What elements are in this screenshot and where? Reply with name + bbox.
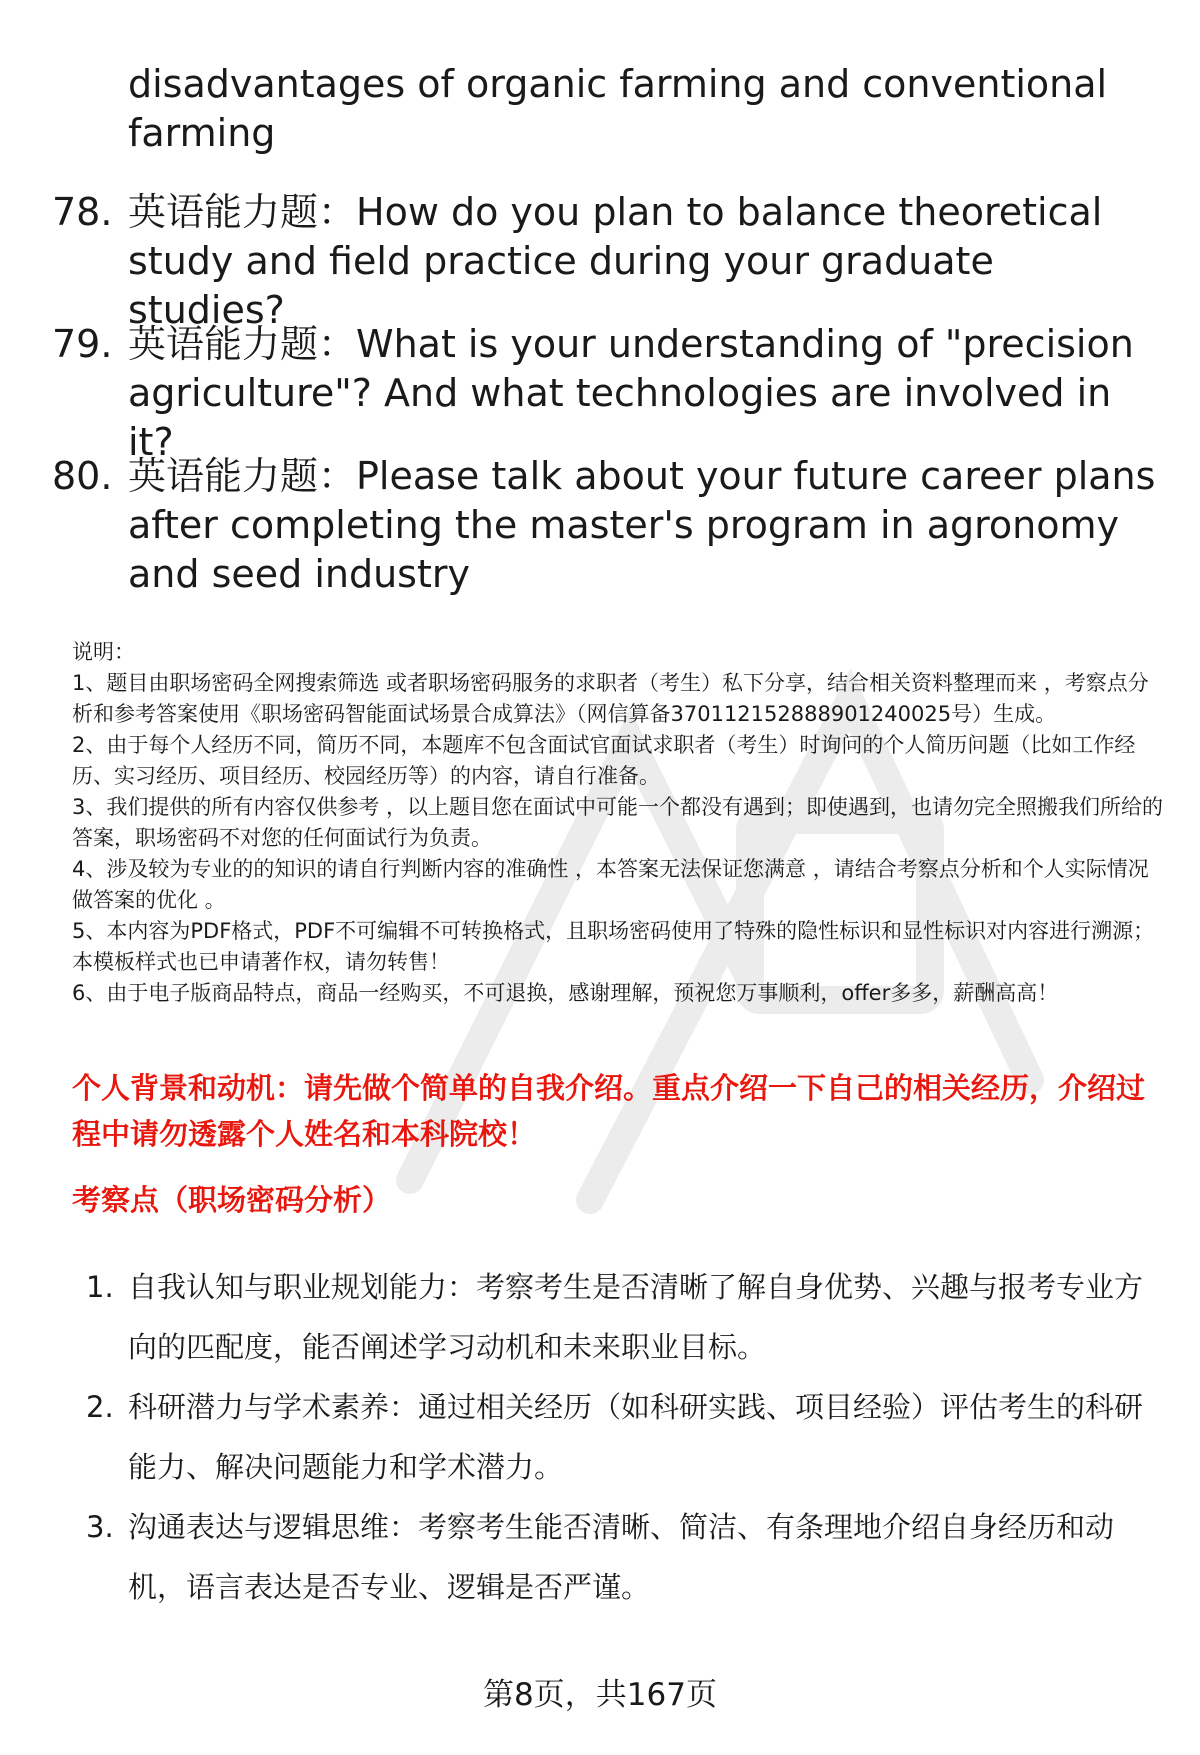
- question-text: 英语能力题：How do you plan to balance theoretical study and field practice during your graduate studies?: [128, 190, 1103, 332]
- analysis-item: [0, 1377, 1200, 1497]
- question-number: 78.: [52, 190, 113, 234]
- analysis-text: 科研潜力与学术素养：通过相关经历（如科研实践、项目经验）评估考生的科研能力、解决问题能力和学术潜力。: [128, 1390, 1144, 1484]
- question-number: 80.: [52, 454, 113, 498]
- question-text: 英语能力题：Please talk about your future career plans after completing the master's program in agronomy and seed industry: [128, 454, 1156, 596]
- note-item: 2、由于每个人经历不同，简历不同，本题库不包含面试官面试求职者（考生）时询问的个人简历问题（比如工作经历、实习经历、项目经历、校园经历等）的内容，请自行准备。: [72, 733, 1136, 788]
- question-text: 英语能力题：What is your understanding of "precision agriculture"? And what technologies are involved in it?: [128, 322, 1134, 464]
- analysis-list: [0, 1257, 1200, 1617]
- previous-question-continuation: disadvantages of organic farming and conventional farming: [128, 62, 1108, 155]
- analysis-item: [0, 1257, 1200, 1377]
- analysis-number: 3.: [86, 1510, 114, 1544]
- analysis-text: 沟通表达与逻辑思维：考察考生能否清晰、简洁、有条理地介绍自身经历和动机，语言表达是否专业、逻辑是否严谨。: [128, 1510, 1115, 1604]
- note-item: 5、本内容为PDF格式，PDF不可编辑不可转换格式，且职场密码使用了特殊的隐性标识和显性标识对内容进行溯源；本模板样式也已申请著作权，请勿转售！: [72, 919, 1155, 974]
- analysis-text: 自我认知与职业规划能力：考察考生是否清晰了解自身优势、兴趣与报考专业方向的匹配度，能否阐述学习动机和未来职业目标。: [128, 1270, 1144, 1364]
- page-number-footer: 第8页，共167页: [483, 1677, 717, 1713]
- note-item: 1、题目由职场密码全网搜索筛选 或者职场密码服务的求职者（考生）私下分享，结合相关资料整理而来 ，考察点分析和参考答案使用《职场密码智能面试场景合成算法》（网信算备370112152888901240025号）生成。: [72, 671, 1149, 726]
- note-item: 4、涉及较为专业的的知识的请自行判断内容的准确性 ，本答案无法保证您满意 ，请结合考察点分析和个人实际情况做答案的优化 。: [72, 857, 1149, 912]
- interview-question-heading: 个人背景和动机：请先做个简单的自我介绍。重点介绍一下自己的相关经历，介绍过程中请勿透露个人姓名和本科院校！: [72, 1071, 1146, 1151]
- disclaimer-notes: [72, 637, 1164, 1009]
- notes-heading: 说明：: [72, 640, 135, 664]
- analysis-heading: 考察点（职场密码分析）: [72, 1183, 392, 1217]
- question-item: [0, 320, 1200, 464]
- question-item: [0, 452, 1200, 632]
- analysis-item: [0, 1497, 1200, 1617]
- note-item: 3、我们提供的所有内容仅供参考 ，以上题目您在面试中可能一个都没有遇到；即使遇到，也请勿完全照搬我们所给的答案，职场密码不对您的任何面试行为负责。: [72, 795, 1164, 850]
- analysis-number: 2.: [86, 1390, 114, 1424]
- question-number: 79.: [52, 322, 113, 366]
- analysis-number: 1.: [86, 1270, 114, 1304]
- question-list: [0, 188, 1200, 632]
- question-item: [0, 188, 1200, 332]
- note-item: 6、由于电子版商品特点，商品一经购买，不可退换，感谢理解，预祝您万事顺利，offer多多，薪酬高高！: [72, 981, 1059, 1005]
